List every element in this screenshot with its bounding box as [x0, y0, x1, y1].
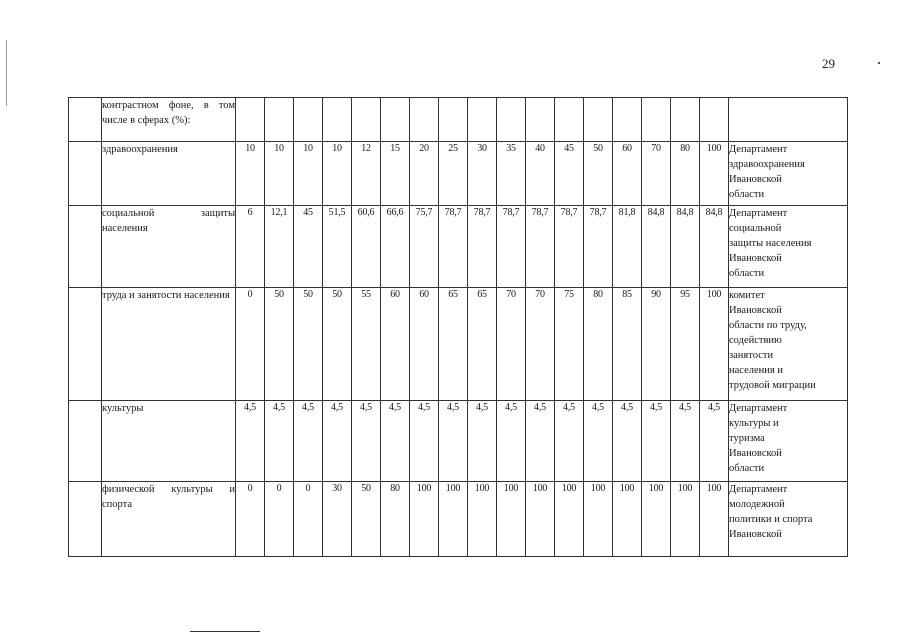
- value-cell: [265, 98, 294, 142]
- department-line: Ивановской: [729, 174, 782, 185]
- value-cell: 4,5: [294, 401, 323, 482]
- department-line: области по труду,: [729, 320, 807, 331]
- value-cell: [642, 98, 671, 142]
- value-cell: 80: [671, 142, 700, 206]
- value-cell: [555, 98, 584, 142]
- indicator-label: контрастном фоне, в том числе в сферах (%):: [102, 98, 236, 142]
- value-cell: 4,5: [468, 401, 497, 482]
- value-cell: 4,5: [352, 401, 381, 482]
- value-cell: [700, 98, 729, 142]
- value-cell: 0: [236, 482, 265, 557]
- responsible-department: [729, 401, 848, 482]
- indicator-label: социальной защиты населения: [102, 206, 236, 288]
- department-line: области: [729, 268, 765, 279]
- row-number-cell: [69, 288, 102, 401]
- value-cell: 30: [323, 482, 352, 557]
- value-cell: 70: [642, 142, 671, 206]
- value-cell: 40: [526, 142, 555, 206]
- value-cell: 78,7: [439, 206, 468, 288]
- value-cell: 90: [642, 288, 671, 401]
- value-cell: 35: [497, 142, 526, 206]
- value-cell: 0: [294, 482, 323, 557]
- value-cell: 4,5: [381, 401, 410, 482]
- department-line: Ивановской: [729, 448, 782, 459]
- value-cell: 4,5: [497, 401, 526, 482]
- row-number-cell: [69, 482, 102, 557]
- value-cell: 50: [323, 288, 352, 401]
- value-cell: 84,8: [700, 206, 729, 288]
- value-cell: 75: [555, 288, 584, 401]
- value-cell: 10: [265, 142, 294, 206]
- department-line: туризма: [729, 433, 765, 444]
- responsible-department: [729, 98, 848, 142]
- value-cell: [671, 98, 700, 142]
- department-line: трудовой миграции: [729, 380, 816, 391]
- value-cell: 4,5: [555, 401, 584, 482]
- responsible-department: [729, 206, 848, 288]
- indicator-label: здравоохранения: [102, 142, 236, 206]
- value-cell: 100: [671, 482, 700, 557]
- value-cell: [352, 98, 381, 142]
- indicator-label: физической культуры и спорта: [102, 482, 236, 557]
- value-cell: [613, 98, 642, 142]
- value-cell: 100: [555, 482, 584, 557]
- table-row: [69, 401, 848, 482]
- value-cell: 85: [613, 288, 642, 401]
- table-row: [69, 482, 848, 557]
- department-line: молодежной: [729, 499, 785, 510]
- department-line: населения и: [729, 365, 783, 376]
- department-line: области: [729, 189, 765, 200]
- margin-scan-mark: [6, 40, 7, 106]
- department-line: политики и спорта: [729, 514, 813, 525]
- value-cell: 12: [352, 142, 381, 206]
- value-cell: [323, 98, 352, 142]
- value-cell: 84,8: [671, 206, 700, 288]
- value-cell: 55: [352, 288, 381, 401]
- value-cell: 84,8: [642, 206, 671, 288]
- value-cell: 4,5: [236, 401, 265, 482]
- value-cell: 65: [468, 288, 497, 401]
- department-line: Департамент: [729, 144, 788, 155]
- value-cell: 60: [613, 142, 642, 206]
- value-cell: 100: [700, 142, 729, 206]
- value-cell: 51,5: [323, 206, 352, 288]
- value-cell: [236, 98, 265, 142]
- table-row: [69, 142, 848, 206]
- department-line: комитет: [729, 290, 765, 301]
- value-cell: [526, 98, 555, 142]
- footer-line: [190, 631, 260, 632]
- row-number-cell: [69, 142, 102, 206]
- value-cell: 100: [410, 482, 439, 557]
- department-line: здравоохранения: [729, 159, 805, 170]
- value-cell: [468, 98, 497, 142]
- value-cell: 60,6: [352, 206, 381, 288]
- department-line: области: [729, 463, 765, 474]
- value-cell: 20: [410, 142, 439, 206]
- department-line: социальной: [729, 223, 782, 234]
- value-cell: 30: [468, 142, 497, 206]
- row-number-cell: [69, 206, 102, 288]
- value-cell: 78,7: [526, 206, 555, 288]
- responsible-department: [729, 482, 848, 557]
- value-cell: 12,1: [265, 206, 294, 288]
- value-cell: 4,5: [439, 401, 468, 482]
- value-cell: 100: [584, 482, 613, 557]
- value-cell: 15: [381, 142, 410, 206]
- department-line: Ивановской: [729, 253, 782, 264]
- value-cell: 66,6: [381, 206, 410, 288]
- department-line: культуры и: [729, 418, 779, 429]
- value-cell: 100: [439, 482, 468, 557]
- department-line: Ивановской: [729, 529, 782, 540]
- value-cell: 78,7: [468, 206, 497, 288]
- value-cell: 60: [410, 288, 439, 401]
- value-cell: 80: [381, 482, 410, 557]
- value-cell: 100: [526, 482, 555, 557]
- value-cell: 60: [381, 288, 410, 401]
- department-line: защиты населения: [729, 238, 812, 249]
- value-cell: 4,5: [613, 401, 642, 482]
- value-cell: 70: [526, 288, 555, 401]
- value-cell: 65: [439, 288, 468, 401]
- value-cell: 50: [352, 482, 381, 557]
- value-cell: 6: [236, 206, 265, 288]
- department-line: занятости: [729, 350, 774, 361]
- department-line: Департамент: [729, 484, 788, 495]
- responsible-department: [729, 288, 848, 401]
- scan-speck: [878, 62, 880, 64]
- value-cell: 4,5: [526, 401, 555, 482]
- responsible-department: [729, 142, 848, 206]
- value-cell: 100: [642, 482, 671, 557]
- value-cell: 100: [700, 482, 729, 557]
- value-cell: 78,7: [555, 206, 584, 288]
- department-line: Департамент: [729, 403, 788, 414]
- value-cell: 75,7: [410, 206, 439, 288]
- value-cell: [584, 98, 613, 142]
- value-cell: 80: [584, 288, 613, 401]
- indicator-label: культуры: [102, 401, 236, 482]
- value-cell: [410, 98, 439, 142]
- value-cell: 100: [613, 482, 642, 557]
- value-cell: 4,5: [700, 401, 729, 482]
- value-cell: 4,5: [584, 401, 613, 482]
- value-cell: 0: [265, 482, 294, 557]
- value-cell: 4,5: [410, 401, 439, 482]
- value-cell: 78,7: [497, 206, 526, 288]
- value-cell: 100: [700, 288, 729, 401]
- value-cell: 100: [497, 482, 526, 557]
- value-cell: 10: [323, 142, 352, 206]
- department-line: содействию: [729, 335, 782, 346]
- value-cell: 78,7: [584, 206, 613, 288]
- value-cell: 4,5: [323, 401, 352, 482]
- value-cell: 10: [294, 142, 323, 206]
- value-cell: [497, 98, 526, 142]
- indicator-label: труда и занятости населения: [102, 288, 236, 401]
- value-cell: 0: [236, 288, 265, 401]
- value-cell: 4,5: [265, 401, 294, 482]
- value-cell: 50: [294, 288, 323, 401]
- value-cell: 10: [236, 142, 265, 206]
- indicators-table: [68, 97, 848, 557]
- row-number-cell: [69, 401, 102, 482]
- value-cell: 81,8: [613, 206, 642, 288]
- department-line: Департамент: [729, 208, 788, 219]
- value-cell: 4,5: [642, 401, 671, 482]
- value-cell: 95: [671, 288, 700, 401]
- value-cell: 100: [468, 482, 497, 557]
- value-cell: 45: [294, 206, 323, 288]
- value-cell: 25: [439, 142, 468, 206]
- row-number-cell: [69, 98, 102, 142]
- value-cell: [439, 98, 468, 142]
- department-line: Ивановской: [729, 305, 782, 316]
- table-row: [69, 206, 848, 288]
- value-cell: 45: [555, 142, 584, 206]
- value-cell: [294, 98, 323, 142]
- table-row: [69, 98, 848, 142]
- page-number: 29: [822, 56, 835, 71]
- value-cell: 50: [584, 142, 613, 206]
- value-cell: 70: [497, 288, 526, 401]
- table-row: [69, 288, 848, 401]
- value-cell: 4,5: [671, 401, 700, 482]
- value-cell: [381, 98, 410, 142]
- value-cell: 50: [265, 288, 294, 401]
